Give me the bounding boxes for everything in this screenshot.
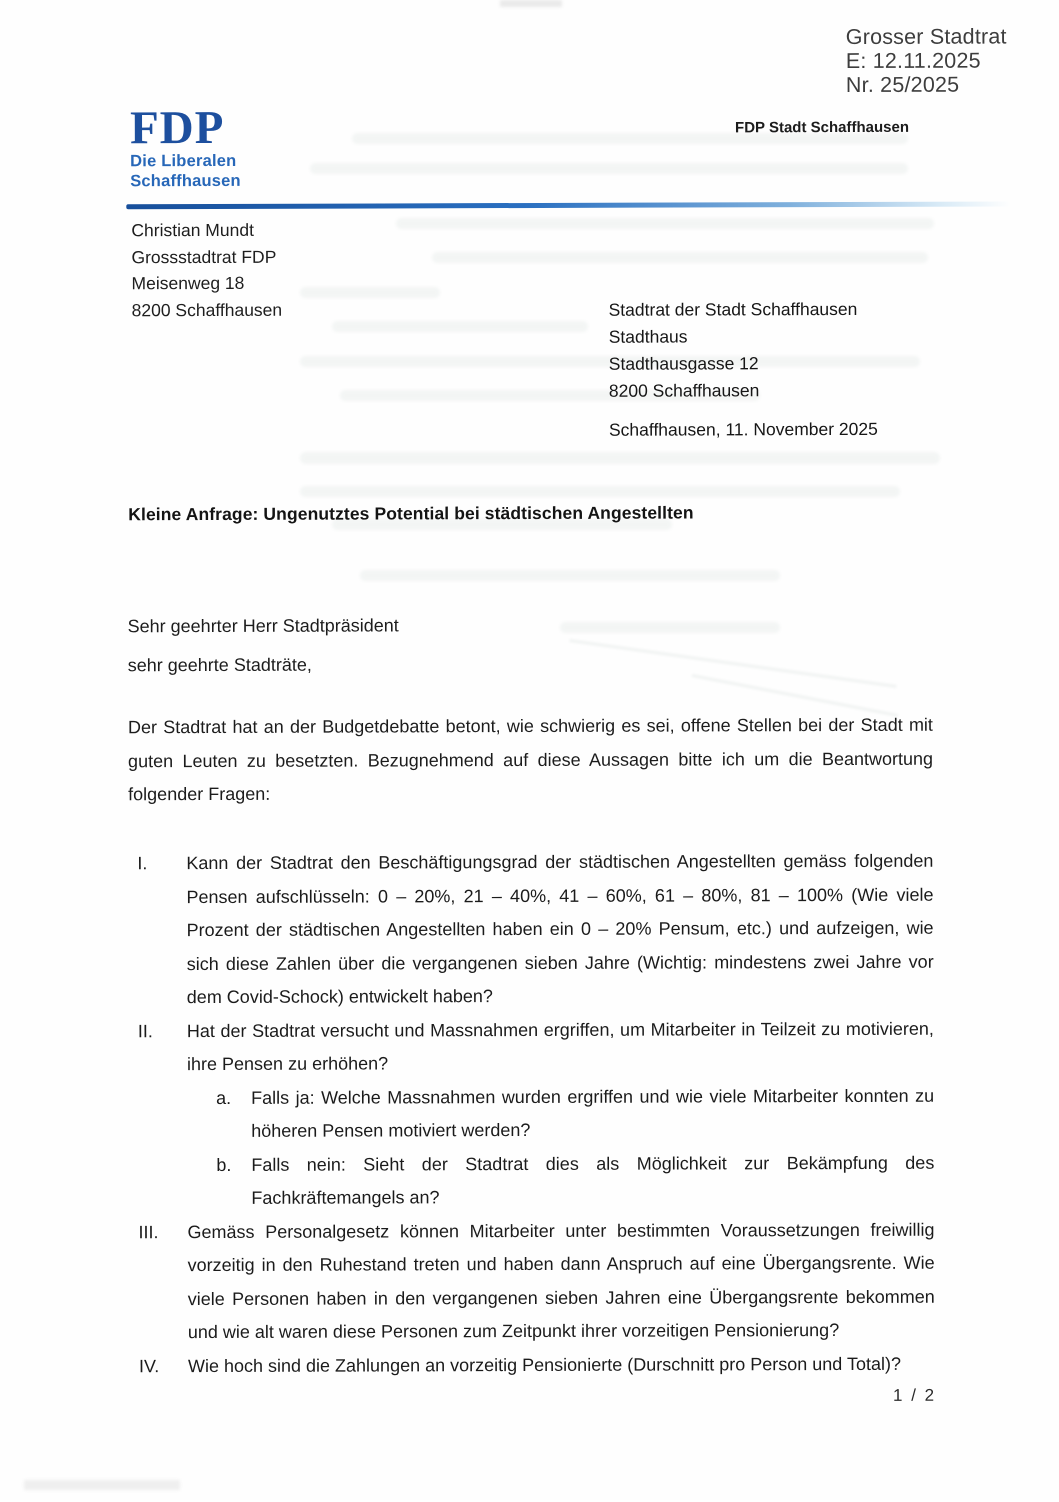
place-date-line: Schaffhausen, 11. November 2025 (608, 418, 878, 440)
sender-name: Christian Mundt (131, 219, 254, 241)
sender-street: Meisenweg 18 (131, 272, 245, 294)
doc-reference-date: E: 12.11.2025 (845, 48, 981, 74)
question-item-1 (137, 845, 934, 1015)
question-subitem-2b (138, 1146, 934, 1216)
sender-address-block (131, 217, 282, 323)
question-marker: II. (137, 1020, 153, 1041)
recipient-line: 8200 Schaffhausen (608, 380, 760, 401)
question-marker: III. (138, 1221, 159, 1242)
question-subitem-2a (138, 1079, 934, 1149)
sender-city: 8200 Schaffhausen (131, 299, 283, 320)
blue-divider-rule (126, 201, 1010, 209)
recipient-line: Stadthaus (608, 326, 688, 347)
question-marker: I. (137, 853, 148, 874)
doc-reference-number: Nr. 25/2025 (845, 72, 960, 98)
intro-paragraph: Der Stadtrat hat an der Budgetdebatte betont, wie schwierig es sei, offene Stellen bei der Stadt mit guten Leuten zu besetzten. Bezugnehmend auf diese Aussagen bitte ich um die Beantwortung folgender Fragen: (127, 714, 934, 805)
question-marker: IV. (138, 1355, 160, 1376)
fdp-logo-subtitle: Die Liberalen (130, 151, 237, 171)
recipient-line: Stadtrat der Stadt Schaffhausen (608, 298, 858, 320)
recipient-address-block (609, 296, 858, 405)
recipient-line: Stadthausgasse 12 (608, 353, 759, 374)
sender-role: Grossstadtrat FDP (131, 246, 277, 267)
letterhead-party-label: FDP Stadt Schaffhausen (735, 118, 909, 137)
question-text: Hat der Stadtrat versucht und Massnahmen ergriffen, um Mitarbeiter in Teilzeit zu motivieren, ihre Pensen zu erhöhen? (186, 1018, 934, 1075)
doc-reference-committee: Grosser Stadtrat (845, 24, 1007, 50)
question-text: Kann der Stadtrat den Beschäftigungsgrad der städtischen Angestellten gemäss folgenden Pensen aufschlüsseln: 0 – 20%, 21 – 40%, 41 – 60%, 61 – 80%, 81 – 100% (Wie viele Prozent der städtischen Angestellten haben ein 0 – 20% Pensum, etc.) und aufzeigen, wie sich diese Zahlen über die vergangenen sieben Jahre (Wichtig: mindestens zwei Jahre vor dem Covid-Schock) entwickelt haben? (186, 850, 934, 1008)
subitem-text: Falls ja: Welche Massnahmen wurden ergriffen und wie viele Mitarbeiter konnten zu höheren Pensen motiviert werden? (251, 1085, 935, 1141)
question-text: Wie hoch sind die Zahlungen an vorzeitig Pensionierte (Durschnitt pro Person und Total)? (187, 1353, 902, 1376)
fdp-logo (129, 101, 241, 191)
subitem-marker: a. (216, 1087, 232, 1108)
subitem-marker: b. (216, 1154, 232, 1175)
subject-line: Kleine Anfrage: Ungenutztes Potential bei städtischen Angestellten (128, 502, 694, 525)
fdp-logo-subtitle: Schaffhausen (130, 171, 241, 191)
question-item-2 (138, 1012, 934, 1082)
question-item-4 (139, 1347, 935, 1383)
question-item-3 (138, 1213, 934, 1350)
page-number: 1 / 2 (892, 1385, 937, 1405)
doc-reference-block (846, 24, 1007, 97)
salutation-line: sehr geehrte Stadträte, (127, 654, 312, 676)
question-list (137, 845, 935, 1383)
salutation-block (128, 606, 399, 685)
subitem-text: Falls nein: Sieht der Stadtrat dies als Möglichkeit zur Bekämpfung des Fachkräftemangels an? (251, 1152, 935, 1208)
salutation-line: Sehr geehrter Herr Stadtpräsident (127, 615, 399, 637)
fdp-logo-wordmark: FDP (129, 101, 225, 155)
question-text: Gemäss Personalgesetz können Mitarbeiter unter bestimmten Voraussetzungen freiwillig vorzeitig in den Ruhestand treten und haben dann Anspruch auf eine Übergangsrente. Wie viele Personen haben in den vergangenen sieben Jahren eine Übergangsrente bekommen und wie alt waren diese Personen zum Zeitpunkt ihrer vorzeitigen Pensionierung? (187, 1219, 935, 1343)
